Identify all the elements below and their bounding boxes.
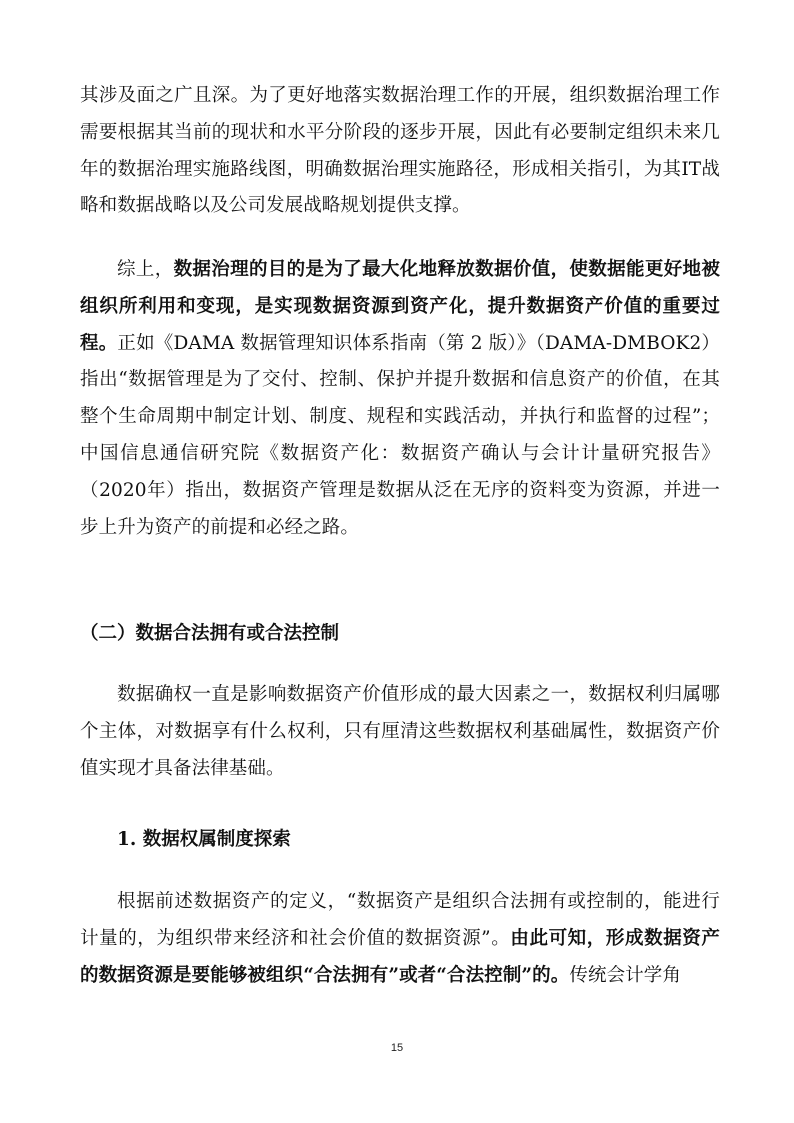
page-number: 15 <box>390 1042 404 1054</box>
section-heading: （二）数据合法拥有或合法控制 <box>80 623 340 644</box>
paragraph-text: 其涉及面之广且深。为了更好地落实数据治理工作的开展，组织数据治理工作需要根据其当前的现状和水平分阶段的逐步开展，因此有必要制定组织未来几年的数据治理实施路线图，明确数据治理实施路径，形成相关指引，为其IT战略和数据战略以及公司发展战略规划提供支撑。 <box>80 85 720 217</box>
summary-prefix: 综上， <box>117 259 174 280</box>
definition-continuation: 传统会计学角 <box>569 964 681 986</box>
summary-citations: 正如《DAMA 数据管理知识体系指南（第 2 版）》（DAMA-DMBOK2）指出“数据管理是为了交付、控制、保护并提升数据和信息资产的价值，在其整个生命周期中制定计划、制度、规程和实践活动，并执行和监督的过程”；中国信息通信研究院《数据资产化：数据资产确认与会计计量研究报告》（2020年）指出，数据资产管理是数据从泛在无序的资料变为资源，并进一步上升为资产的前提和必经之路。 <box>80 332 721 538</box>
summary-bold-statement: 数据治理的目的是为了最大化地释放数据价值，使数据能更好地被组织所利用和变现，是实现数据资源到资产化，提升数据资产价值的重要过程。 <box>80 259 720 354</box>
paragraph-text: 数据确权一直是影响数据资产价值形成的最大因素之一，数据权利归属哪个主体，对数据享有什么权利，只有厘清这些数据权利基础属性，数据资产价值实现才具备法律基础。 <box>80 684 720 779</box>
definition-text: 根据前述数据资产的定义，“数据资产是组织合法拥有或控制的，能进行计量的，为组织带来经济和社会价值的数据资源”。 <box>80 891 720 949</box>
subsection-heading: 1. 数据权属制度探索 <box>117 829 291 850</box>
paragraph-data-governance-roadmap <box>80 78 720 225</box>
paragraph-data-rights <box>80 677 720 787</box>
paragraph-data-asset-definition <box>80 884 720 994</box>
definition-bold-statement: 由此可知，形成数据资产的数据资源是要能够被组织“合法拥有”或者“合法控制”的。 <box>80 927 720 986</box>
paragraph-summary <box>80 252 720 546</box>
